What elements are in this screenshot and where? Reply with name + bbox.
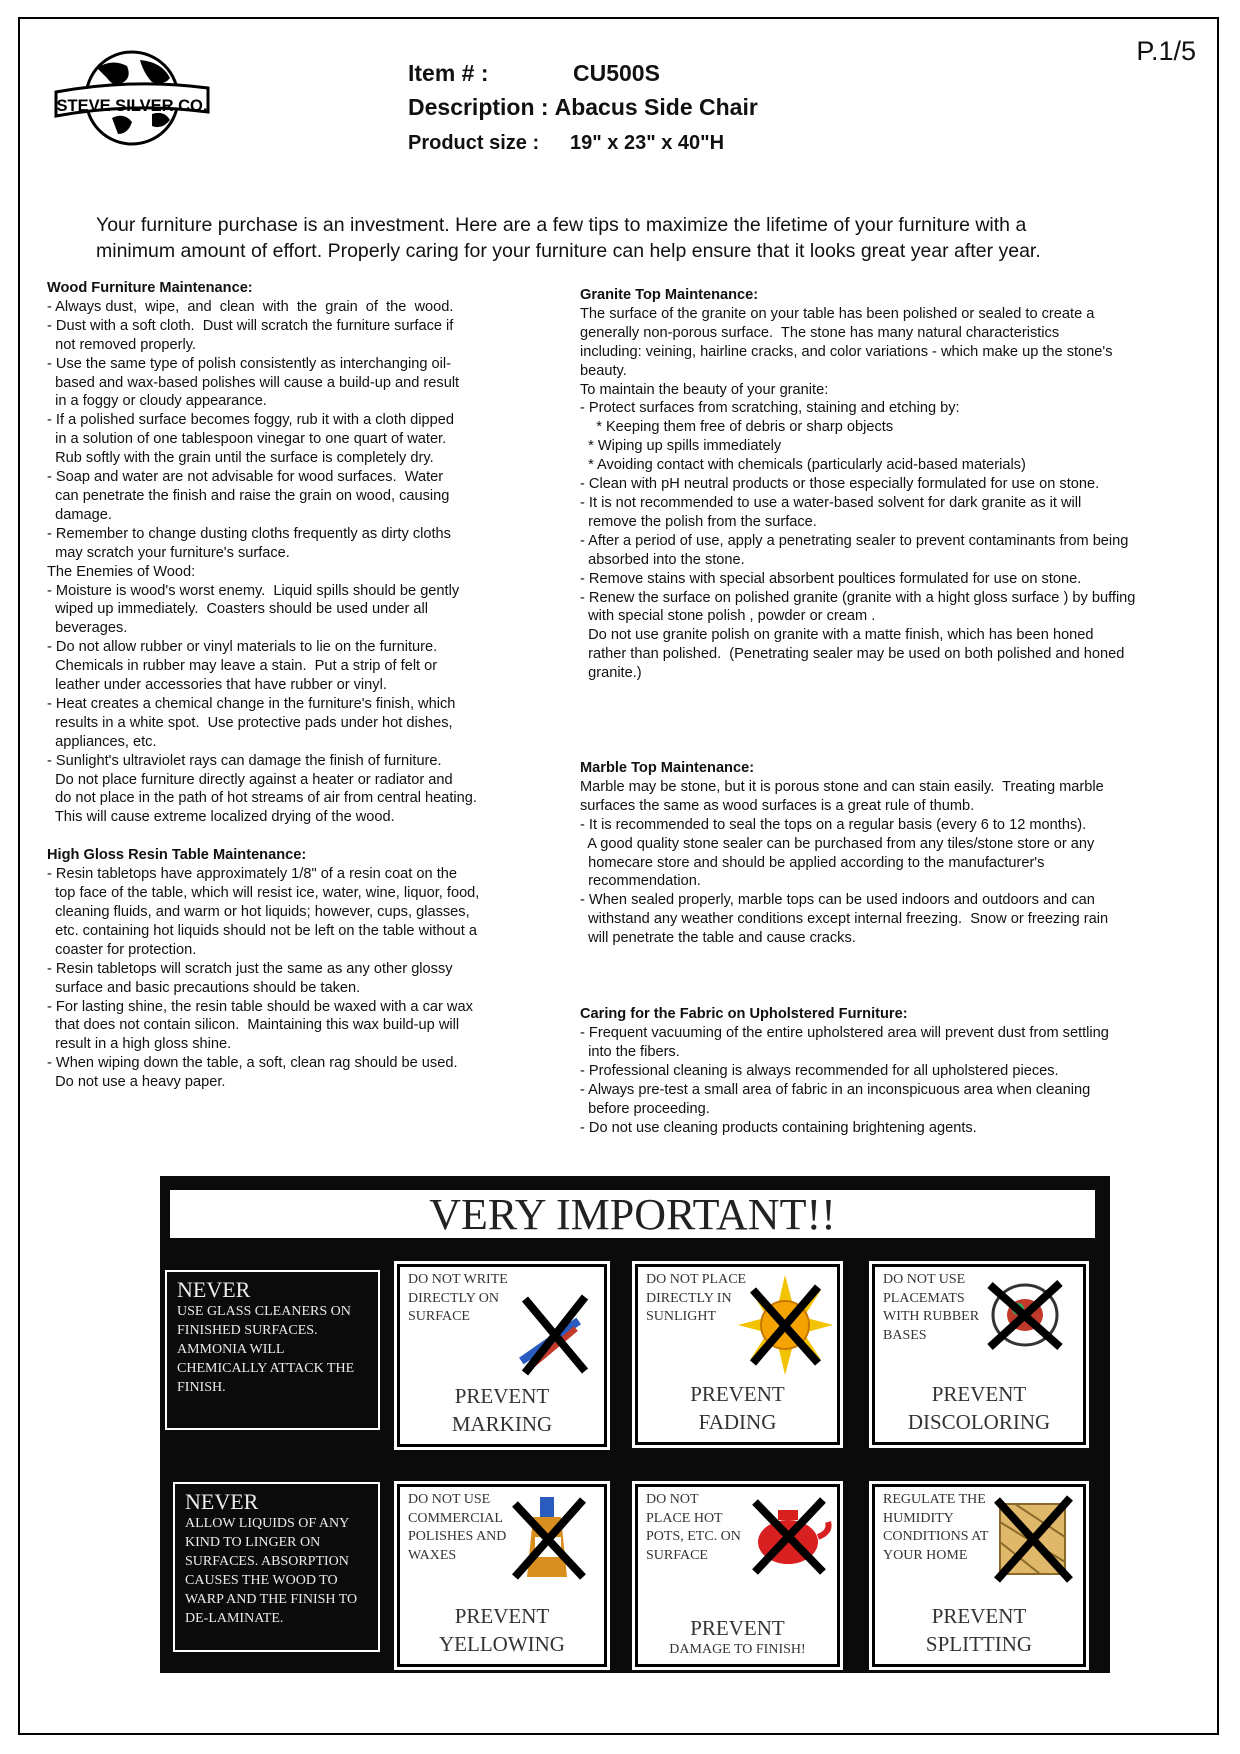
text-line: Rub softly with the grain until the surface is completely dry. [47, 450, 434, 467]
text-line: - Do not use cleaning products containing brightening agents. [580, 1119, 977, 1136]
text-line: granite.) [580, 665, 642, 682]
text-line: A good quality stone sealer can be purchased from any tiles/stone store or any [580, 835, 1095, 852]
description-value: Abacus Side Chair [554, 93, 758, 120]
section-body-marble [580, 778, 1220, 948]
item-row [408, 56, 758, 90]
card-result [638, 1380, 837, 1436]
text-line: - Remove stains with special absorbent poultices formulated for use on stone. [580, 570, 1082, 587]
product-header [408, 56, 758, 160]
card-instruction: DO NOT USE PLACEMATS WITH RUBBER BASES [883, 1272, 980, 1343]
text-line: - Clean with pH neutral products or those especially formulated for use on stone. [580, 476, 1100, 493]
result-label: DAMAGE TO FINISH! [669, 1642, 806, 1657]
text-line: result in a high gloss shine. [47, 1036, 232, 1053]
text-line: surfaces the same as wood surfaces is a great rule of thumb. [580, 797, 975, 814]
text-line: not removed properly. [47, 336, 196, 353]
text-line: This will cause extreme localized drying of the wood. [47, 809, 395, 826]
text-line: rather than polished. (Penetrating sealer may be used on both polished and honed [580, 646, 1125, 663]
text-line: The surface of the granite on your table has been polished or sealed to create a [580, 305, 1095, 322]
text-line: Do not use granite polish on granite with a matte finish, which has been honed [580, 627, 1094, 644]
text-line: before proceeding. [580, 1100, 710, 1117]
card-prevent-yellowing [397, 1484, 607, 1667]
text-line: * Wiping up spills immediately [580, 438, 782, 455]
text-line: beverages. [47, 620, 128, 637]
text-line: - It is recommended to seal the tops on a regular basis (every 6 to 12 months). [580, 816, 1087, 833]
text-line: including: veining, hairline cracks, and color variations - which make up the stone's [580, 343, 1113, 360]
warning-panel [160, 1176, 1110, 1673]
sun-icon [738, 1275, 833, 1375]
text-line: homecare store and should be applied according to the manufacturer's [580, 854, 1045, 871]
card-prevent-discoloring [872, 1264, 1086, 1445]
never-heading: NEVER [185, 1489, 259, 1514]
text-line: into the fibers. [580, 1043, 680, 1060]
prevent-label: PREVENT [690, 1616, 785, 1640]
result-label: FADING [698, 1410, 777, 1434]
card-result [400, 1602, 604, 1658]
never-box-glass-cleaners [165, 1270, 380, 1430]
result-label: DISCOLORING [907, 1410, 1051, 1434]
text-line: absorbed into the stone. [580, 551, 745, 568]
text-line: - Always pre-test a small area of fabric in an inconspicuous area when cleaning [580, 1081, 1091, 1098]
card-result [875, 1380, 1083, 1436]
text-line: in a foggy or cloudy appearance. [47, 393, 267, 410]
section-body-fabric [580, 1024, 1220, 1137]
card-instruction: DO NOT PLACE DIRECTLY IN SUNLIGHT [646, 1272, 747, 1324]
text-line: top face of the table, which will resist ice, water, wine, liquor, food, [47, 885, 480, 902]
right-column [580, 286, 1220, 1137]
text-line: based and wax-based polishes will cause a build-up and result [47, 374, 460, 391]
size-label: Product size : [408, 131, 540, 154]
text-line: - Soap and water are not advisable for wood surfaces. Water [47, 469, 444, 486]
description-row [408, 90, 758, 124]
section-body-resin [47, 865, 547, 1092]
warning-banner: VERY IMPORTANT!! [170, 1190, 1095, 1238]
text-line: - Dust with a soft cloth. Dust will scratch the furniture surface if [47, 317, 454, 334]
text-line: Marble may be stone, but it is porous stone and can stain easily. Treating marble [580, 778, 1104, 795]
size-value: 19" x 23" x 40"H [570, 131, 725, 154]
text-line: leather under accessories that have rubber or vinyl. [47, 677, 387, 694]
text-line: withstand any weather conditions except internal freezing. Snow or freezing rain [580, 911, 1109, 928]
text-line: recommendation. [580, 873, 701, 890]
result-label: MARKING [451, 1412, 553, 1436]
text-line: that does not contain silicon. Maintaining this wax build-up will [47, 1017, 460, 1034]
text-line: - Moisture is wood's worst enemy. Liquid spills should be gently [47, 582, 460, 599]
text-line: damage. [47, 506, 112, 523]
text-line: - If a polished surface becomes foggy, rub it with a cloth dipped [47, 412, 454, 429]
text-line: in a solution of one tablespoon vinegar to one quart of water. [47, 431, 447, 448]
text-line: - Resin tabletops will scratch just the same as any other glossy [47, 960, 453, 977]
wood-split-icon [985, 1492, 1080, 1587]
text-line: with special stone polish , powder or cream . [580, 608, 876, 625]
text-line: - Frequent vacuuming of the entire upholstered area will prevent dust from settling [580, 1025, 1109, 1041]
prevent-label: PREVENT [454, 1384, 550, 1408]
text-line: The Enemies of Wood: [47, 563, 196, 580]
text-line: coaster for protection. [47, 941, 197, 958]
text-line: surface and basic precautions should be taken. [47, 979, 361, 996]
text-line: - Protect surfaces from scratching, staining and etching by: [580, 400, 960, 417]
text-line: - Sunlight's ultraviolet rays can damage the finish of furniture. [47, 752, 442, 769]
never-box-liquids [173, 1482, 380, 1652]
text-line: - Always dust, wipe, and clean with the grain of the wood. [47, 298, 454, 315]
text-line: will penetrate the table and cause cracks. [580, 930, 856, 947]
text-line: - It is not recommended to use a water-based solvent for dark granite as it will [580, 494, 1082, 511]
logo-text: STEVE SILVER CO. [56, 97, 208, 115]
text-line: cleaning fluids, and warm or hot liquids; however, cups, glasses, [47, 904, 470, 920]
text-line: can penetrate the finish and raise the grain on wood, causing [47, 487, 450, 504]
never-text: USE GLASS CLEANERS ON FINISHED SURFACES. AMMONIA WILL CHEMICALLY ATTACK THE FINISH. [177, 1304, 355, 1395]
text-line: - Use the same type of polish consistently as interchanging oil- [47, 355, 451, 372]
text-line: appliances, etc. [47, 733, 157, 750]
card-result [875, 1602, 1083, 1658]
result-label: YELLOWING [439, 1632, 565, 1656]
section-body-granite [580, 305, 1220, 683]
text-line: Do not use a heavy paper. [47, 1074, 226, 1091]
text-line: - When wiping down the table, a soft, clean rag should be used. [47, 1055, 458, 1072]
text-line: - Renew the surface on polished granite (granite with a hight gloss surface ) by buffing [580, 589, 1136, 606]
never-text: ALLOW LIQUIDS OF ANY KIND TO LINGER ON SURFACES. ABSORPTION CAUSES THE WOOD TO WARP AND THE FINISH TO DE-LAMINATE. [185, 1516, 358, 1626]
card-prevent-marking [397, 1264, 607, 1447]
pen-icon [505, 1289, 600, 1379]
plate-icon [980, 1275, 1070, 1355]
text-line: Chemicals in rubber may leave a stain. Put a strip of felt or [47, 658, 438, 675]
text-line: - Do not allow rubber or vinyl materials to lie on the furniture. [47, 639, 438, 656]
section-title-wood: Wood Furniture Maintenance: [47, 280, 253, 296]
hot-pot-icon [743, 1492, 833, 1577]
text-line: - Heat creates a chemical change in the furniture's finish, which [47, 695, 456, 712]
polish-bottle-icon [505, 1492, 590, 1582]
item-number: CU500S [573, 59, 660, 86]
intro-paragraph [96, 212, 1156, 264]
card-prevent-splitting [872, 1484, 1086, 1667]
text-line: Do not place furniture directly against a heater or radiator and [47, 771, 453, 788]
prevent-label: PREVENT [931, 1604, 1027, 1628]
text-line: - After a period of use, apply a penetrating sealer to prevent contaminants from being [580, 532, 1129, 549]
text-line: * Avoiding contact with chemicals (particularly acid-based materials) [580, 457, 1026, 474]
company-logo [52, 48, 212, 148]
text-line: may scratch your furniture's surface. [47, 544, 290, 561]
text-line: - Professional cleaning is always recommended for all upholstered pieces. [580, 1062, 1059, 1079]
page-number: P.1/5 [1136, 36, 1196, 66]
section-title-resin: High Gloss Resin Table Maintenance: [47, 847, 307, 864]
prevent-label: PREVENT [690, 1382, 785, 1406]
card-instruction: REGULATE THE HUMIDITY CONDITIONS AT YOUR HOME [883, 1492, 989, 1563]
result-label: SPLITTING [925, 1632, 1033, 1656]
item-label: Item # : [408, 59, 489, 86]
text-line: - Remember to change dusting cloths frequently as dirty cloths [47, 525, 451, 542]
text-line: beauty. [580, 362, 627, 379]
text-line: * Keeping them free of debris or sharp objects [580, 419, 894, 436]
prevent-label: PREVENT [454, 1604, 550, 1628]
text-line: - When sealed properly, marble tops can be used indoors and outdoors and can [580, 892, 1095, 909]
text-line: - Resin tabletops have approximately 1/8" of a resin coat on the [47, 866, 457, 883]
text-line: do not place in the path of hot streams of air from central heating. [47, 790, 477, 807]
never-heading: NEVER [177, 1277, 251, 1302]
card-result [638, 1614, 837, 1658]
section-body-wood [47, 298, 547, 827]
card-instruction: DO NOT PLACE HOT POTS, ETC. ON SURFACE [646, 1492, 741, 1563]
section-title-marble: Marble Top Maintenance: [580, 760, 755, 777]
text-line: - For lasting shine, the resin table should be waxed with a car wax [47, 998, 473, 1015]
section-title-granite: Granite Top Maintenance: [580, 287, 759, 303]
prevent-label: PREVENT [931, 1382, 1027, 1406]
text-line: results in a white spot. Use protective pads under hot dishes, [47, 714, 453, 731]
card-instruction: DO NOT USE COMMERCIAL POLISHES AND WAXES [408, 1492, 507, 1563]
card-result [400, 1382, 604, 1438]
left-column [47, 279, 547, 1092]
card-prevent-fading [635, 1264, 840, 1445]
intro-line: Your furniture purchase is an investment. Here are a few tips to maximize the lifetime of your furniture with a [96, 214, 1027, 236]
text-line: To maintain the beauty of your granite: [580, 381, 829, 398]
card-prevent-damage [635, 1484, 840, 1667]
size-row [408, 126, 758, 160]
text-line: generally non-porous surface. The stone has many natural characteristics [580, 324, 1060, 341]
description-label: Description : [408, 93, 549, 120]
section-title-fabric: Caring for the Fabric on Upholstered Furniture: [580, 1006, 908, 1023]
intro-line: minimum amount of effort. Properly caring for your furniture can help ensure that it looks great year after year. [96, 240, 1041, 262]
text-line: etc. containing hot liquids should not be left on the table without a [47, 922, 477, 939]
card-instruction: DO NOT WRITE DIRECTLY ON SURFACE [408, 1272, 508, 1324]
text-line: remove the polish from the surface. [580, 513, 817, 530]
text-line: wiped up immediately. Coasters should be used under all [47, 601, 428, 618]
